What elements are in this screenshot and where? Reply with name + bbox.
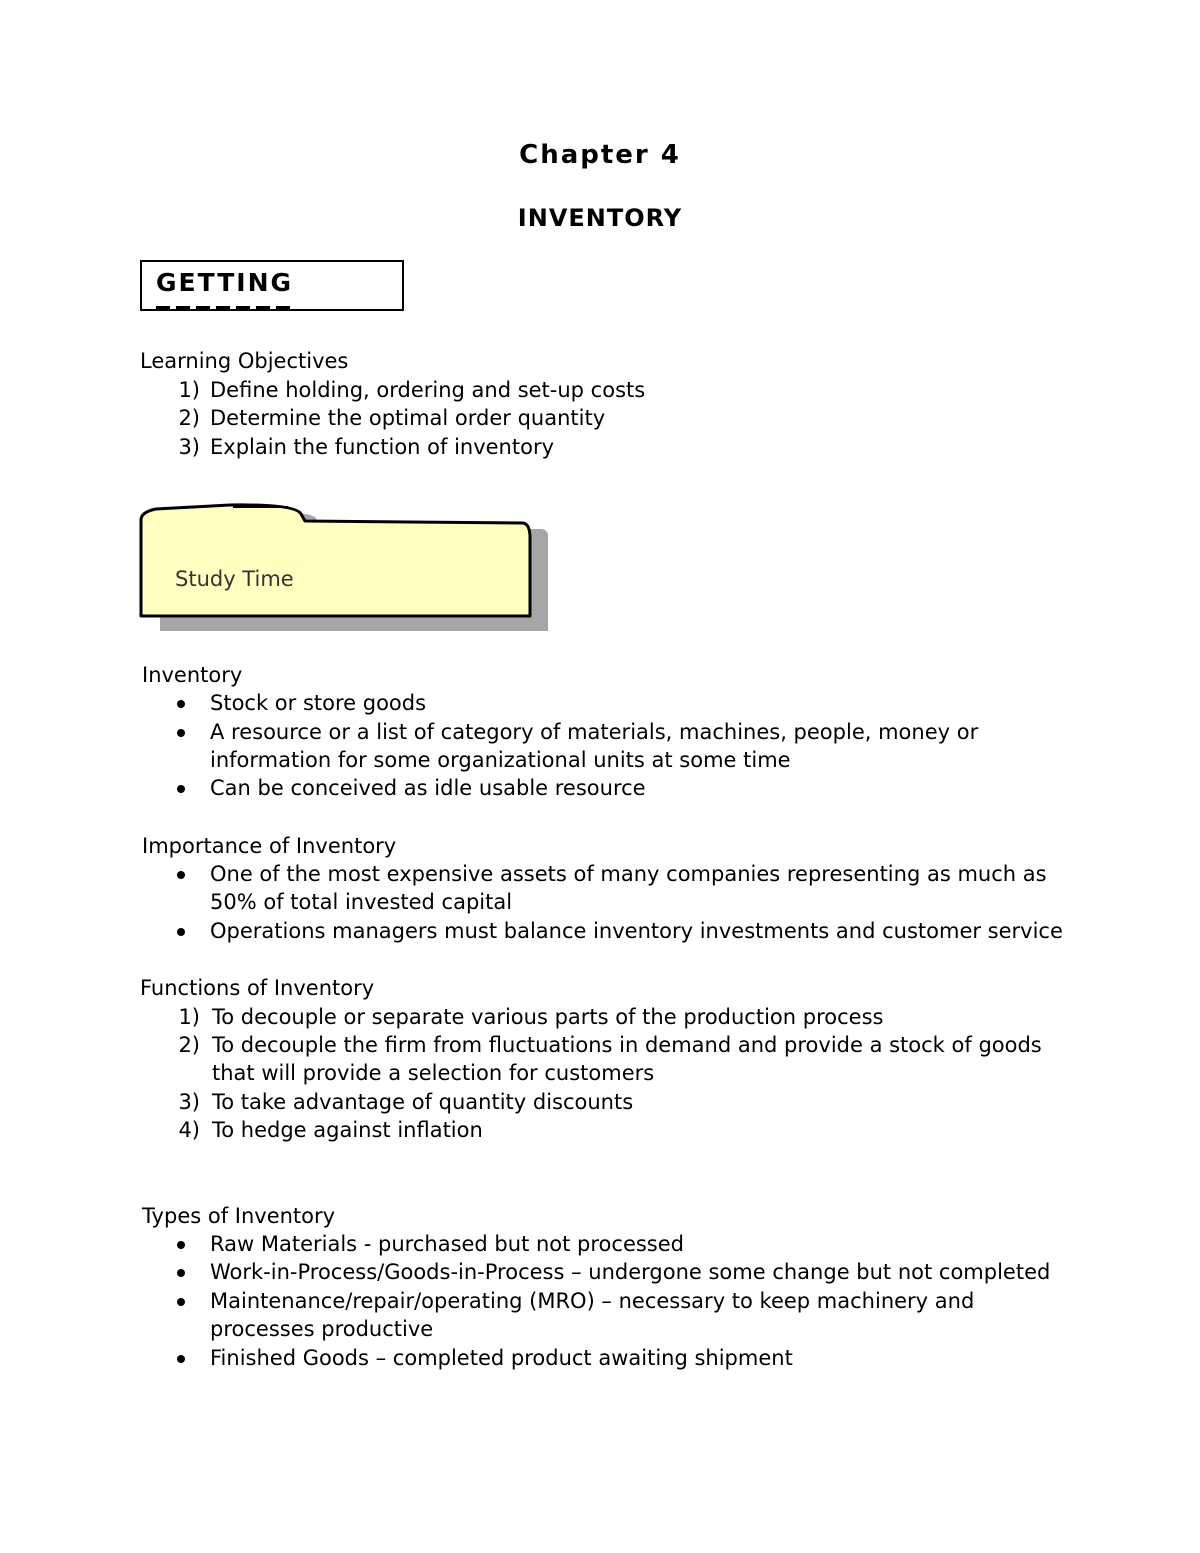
list-item-text-continued: processes productive	[210, 1317, 434, 1341]
bullet-icon	[177, 928, 185, 936]
list-item-text: Determine the optimal order quantity	[210, 406, 606, 430]
bullet-icon	[177, 700, 185, 708]
list-item-text-continued: information for some organizational units at some time	[210, 748, 791, 772]
folder-body	[141, 505, 530, 616]
getting-started-box	[140, 260, 404, 311]
list-item-text: To take advantage of quantity discounts	[212, 1090, 634, 1114]
page-title: INVENTORY	[517, 204, 683, 232]
bullet-icon	[177, 871, 185, 879]
list-marker: 4)	[178, 1118, 200, 1142]
importance-heading: Importance of Inventory	[142, 834, 397, 858]
list-marker: 3)	[178, 435, 200, 459]
study-time-label: Study Time	[175, 567, 294, 591]
inventory-heading: Inventory	[142, 663, 243, 687]
list-item-text: To decouple or separate various parts of the production process	[212, 1005, 884, 1029]
bullet-icon	[177, 1269, 185, 1277]
list-item-text: To decouple the firm from fluctuations in demand and provide a stock of goods	[212, 1033, 1042, 1057]
list-marker: 1)	[178, 378, 200, 402]
list-item-text: Raw Materials - purchased but not processed	[210, 1232, 684, 1256]
list-item-text-continued: that will provide a selection for customers	[212, 1061, 655, 1085]
list-item-text: One of the most expensive assets of many companies representing as much as	[210, 862, 1047, 886]
bullet-icon	[177, 1241, 185, 1249]
functions-heading: Functions of Inventory	[140, 976, 375, 1000]
list-item-text: Finished Goods – completed product awaiting shipment	[210, 1346, 793, 1370]
clipped-text-remnant	[156, 306, 292, 309]
bullet-icon	[177, 785, 185, 793]
list-item-text: To hedge against inflation	[212, 1118, 483, 1142]
list-marker: 2)	[178, 1033, 200, 1057]
list-item-text-continued: 50% of total invested capital	[210, 890, 513, 914]
list-marker: 2)	[178, 406, 200, 430]
learning-objectives-heading: Learning Objectives	[140, 349, 349, 373]
list-item-text: Can be conceived as idle usable resource	[210, 776, 646, 800]
list-item-text: Explain the function of inventory	[210, 435, 555, 459]
types-heading: Types of Inventory	[142, 1204, 336, 1228]
bullet-icon	[177, 1298, 185, 1306]
bullet-icon	[177, 729, 185, 737]
list-marker: 3)	[178, 1090, 200, 1114]
list-item-text: A resource or a list of category of materials, machines, people, money or	[210, 720, 979, 744]
list-item-text: Define holding, ordering and set-up costs	[210, 378, 646, 402]
chapter-title: Chapter 4	[519, 140, 681, 170]
bullet-icon	[177, 1355, 185, 1363]
list-item-text: Maintenance/repair/operating (MRO) – necessary to keep machinery and	[210, 1289, 975, 1313]
list-item-text: Work-in-Process/Goods-in-Process – undergone some change but not completed	[210, 1260, 1051, 1284]
list-marker: 1)	[178, 1005, 200, 1029]
getting-label: GETTING	[156, 268, 294, 297]
list-item-text: Stock or store goods	[210, 691, 427, 715]
list-item-text: Operations managers must balance inventory investments and customer service	[210, 919, 1063, 943]
